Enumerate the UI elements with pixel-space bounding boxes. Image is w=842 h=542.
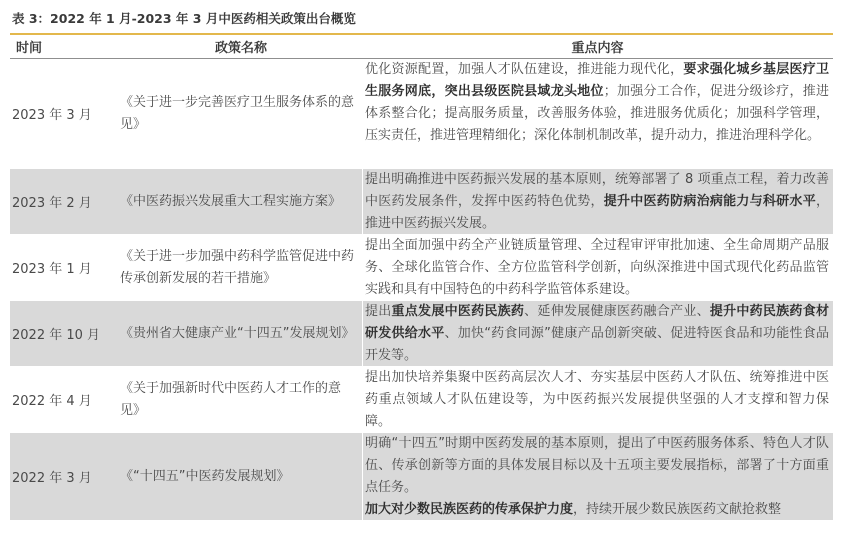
content-text: 、加快“药食同源”健康产品创新突破、促进特医食品和功能性食品开发等。 (365, 326, 829, 363)
content-text: 优化资源配置，加强人才队伍建设，推进能力现代化， (365, 62, 684, 77)
table-caption: 表 3：2022 年 1 月-2023 年 3 月中医药相关政策出台概览 (12, 11, 356, 26)
table-row (10, 433, 833, 521)
table-row (10, 301, 833, 367)
row-date: 2022 年 3 月 (12, 471, 92, 486)
table-row (10, 169, 833, 235)
header-time: 时间 (16, 41, 43, 56)
content-text: ，推进中医药振兴发展。 (365, 194, 829, 231)
header-content: 重点内容 (571, 41, 624, 56)
row-policy: 《中医药振兴发展重大工程实施方案》 (120, 193, 342, 209)
row-policy: 《“十四五”中医药发展规划》 (120, 468, 290, 484)
row-content (362, 301, 833, 366)
highlight-text: 要求强化城乡基层医疗卫生服务网底，突出县级医院县域龙头地位 (365, 62, 829, 99)
content-text: 明确“十四五”时期中医药发展的基本原则，提出了中医药服务体系、特色人才队伍、传承创新等方面的具体发展目标以及十五项主要发展指标，部署了十方面重点任务。 (365, 436, 829, 495)
row-policy: 《关于加强新时代中医药人才工作的意见》 (120, 380, 342, 418)
content-text: ；加强分工合作，促进分级诊疗，推进体系整合化；提高服务质量，改善服务体验，推进服务优质化；加强科学管理，压实责任，推进管理精细化；深化体制机制改革，提升动力，推进治理科学化。 (365, 84, 829, 143)
table-row (10, 235, 833, 301)
content-text: 提出加快培养集聚中医药高层次人才、夯实基层中医药人才队伍、统筹推进中医药重点领域人才队伍建设等，为中医药振兴发展提供坚强的人才支撑和智力保障。 (365, 370, 829, 429)
row-content (362, 59, 833, 168)
row-date: 2022 年 10 月 (12, 328, 101, 343)
table-row (10, 367, 833, 433)
highlight-text: 重点发展中医药民族药 (391, 304, 525, 319)
policy-table (10, 33, 833, 521)
row-content (362, 433, 833, 520)
content-text: ，持续开展少数民族医药文献抢救整 (573, 502, 782, 517)
row-date: 2023 年 1 月 (12, 262, 92, 277)
content-text: 提出明确推进中医药振兴发展的基本原则，统筹部署了 8 项重点工程，着力改善中医药发展条件，发挥中医药特色优势， (365, 172, 829, 209)
header-policy: 政策名称 (214, 41, 267, 56)
row-date: 2023 年 3 月 (12, 108, 92, 123)
row-content (362, 169, 833, 234)
highlight-text: 提升中药民族药食材研发供给水平 (365, 304, 829, 341)
row-content (362, 367, 833, 432)
table-header (10, 33, 833, 59)
content-text: 、延伸发展健康医药融合产业、 (524, 304, 710, 319)
content-text: 提出 (365, 304, 392, 319)
content-text: 提出全面加强中药全产业链质量管理、全过程审评审批加速、全生命周期产品服务、全球化监管合作、全方位监管科学创新，向纵深推进中国式现代化药品监管实践和具有中国特色的中药科学监管体系建设。 (365, 238, 829, 297)
table-row (10, 59, 833, 169)
row-content (362, 235, 833, 300)
highlight-text: 加大对少数民族医药的传承保护力度 (365, 502, 574, 517)
row-policy: 《关于进一步完善医疗卫生服务体系的意见》 (120, 94, 355, 132)
row-date: 2023 年 2 月 (12, 196, 92, 211)
row-date: 2022 年 4 月 (12, 394, 92, 409)
highlight-text: 提升中医药防病治病能力与科研水平 (603, 194, 816, 209)
row-policy: 《贵州省大健康产业“十四五”发展规划》 (120, 325, 355, 341)
row-policy: 《关于进一步加强中药科学监管促进中药传承创新发展的若干措施》 (120, 248, 355, 286)
